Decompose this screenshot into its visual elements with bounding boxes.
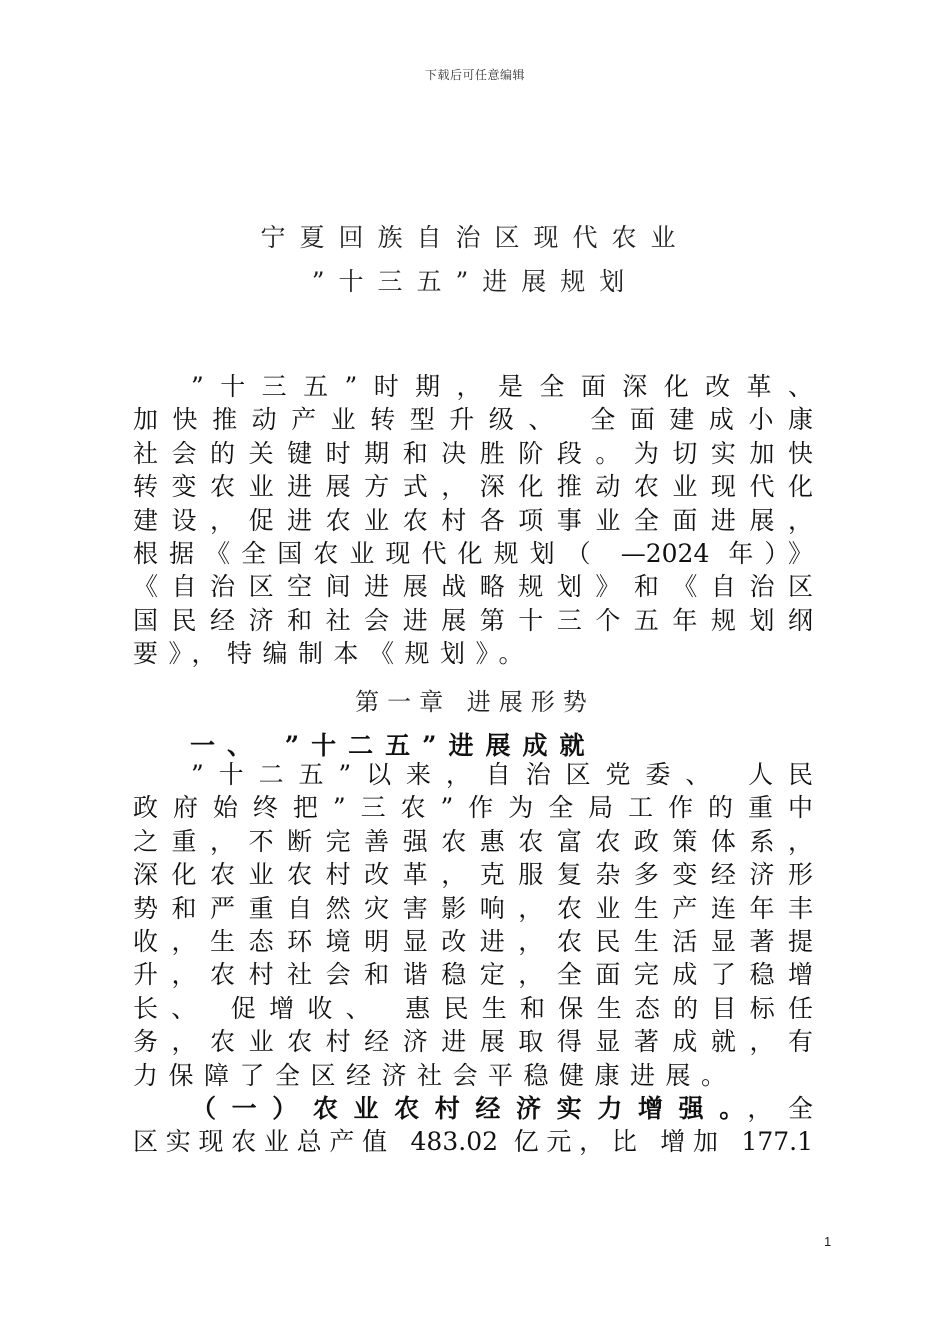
page-number: 1 — [824, 1234, 832, 1249]
paragraph-line: 深化农业农村改革，克服复杂多变经济形 — [133, 860, 813, 890]
paragraph-line: 根据《全国农业现代化规划（ —2024 年）》 — [133, 538, 813, 568]
achievements-paragraph — [133, 758, 813, 1159]
paragraph-line: ”十三五”时期，是全面深化改革、 — [191, 372, 813, 401]
header-note: 下载后可任意编辑 — [424, 68, 525, 82]
paragraph-line: 力保障了全区经济社会平稳健康进展。 — [133, 1060, 737, 1090]
paragraph-line: 《自治区空间进展战略规划》和《自治区 — [133, 572, 813, 602]
paragraph-line: 转变农业进展方式，深化推动农业现代化 — [133, 472, 813, 502]
paragraph-line: 社会的关键时期和决胜阶段。为切实加快 — [133, 438, 813, 468]
subsection-text: ，全 — [747, 1093, 813, 1123]
chapter-heading: 第一章 进展形势 — [355, 688, 595, 716]
paragraph-line: 长、 促增收、 惠民生和保生态的目标任 — [133, 993, 813, 1023]
paragraph-line: ”十二五”以来，自治区党委、 人民 — [191, 760, 813, 789]
paragraph-line: 势和严重自然灾害影响，农业生产连年丰 — [133, 893, 813, 923]
subsection-heading: （一）农业农村经济实力增强。 — [191, 1093, 748, 1123]
document-title-line-2: ”十三五”进展规划 — [311, 267, 639, 296]
paragraph-line: 加快推动产业转型升级、 全面建成小康 — [133, 405, 813, 435]
document-title-line-1: 宁夏回族自治区现代农业 — [260, 223, 690, 252]
paragraph-line: 收，生态环境明显改进，农民生活显著提 — [133, 926, 813, 956]
paragraph-line: 区实现农业总产值 483.02 亿元，比 增加 177.1 — [133, 1127, 813, 1157]
section-heading: 一、 ”十二五”进展成就 — [190, 731, 597, 760]
paragraph-line: 升，农村社会和谐稳定，全面完成了稳增 — [133, 960, 813, 990]
paragraph-line: 务，农业农村经济进展取得显著成就，有 — [133, 1027, 813, 1057]
paragraph-line: 政府始终把”三农”作为全局工作的重中 — [133, 793, 813, 823]
subsection-line — [133, 1092, 813, 1125]
paragraph-line: 之重，不断完善强农惠农富农政策体系， — [133, 826, 813, 856]
paragraph-line: 国民经济和社会进展第十三个五年规划纲 — [133, 605, 813, 635]
paragraph-line: 要》，特编制本《规划》。 — [133, 639, 535, 669]
paragraph-line: 建设，促进农业农村各项事业全面进展， — [133, 505, 813, 535]
intro-paragraph — [133, 370, 813, 671]
